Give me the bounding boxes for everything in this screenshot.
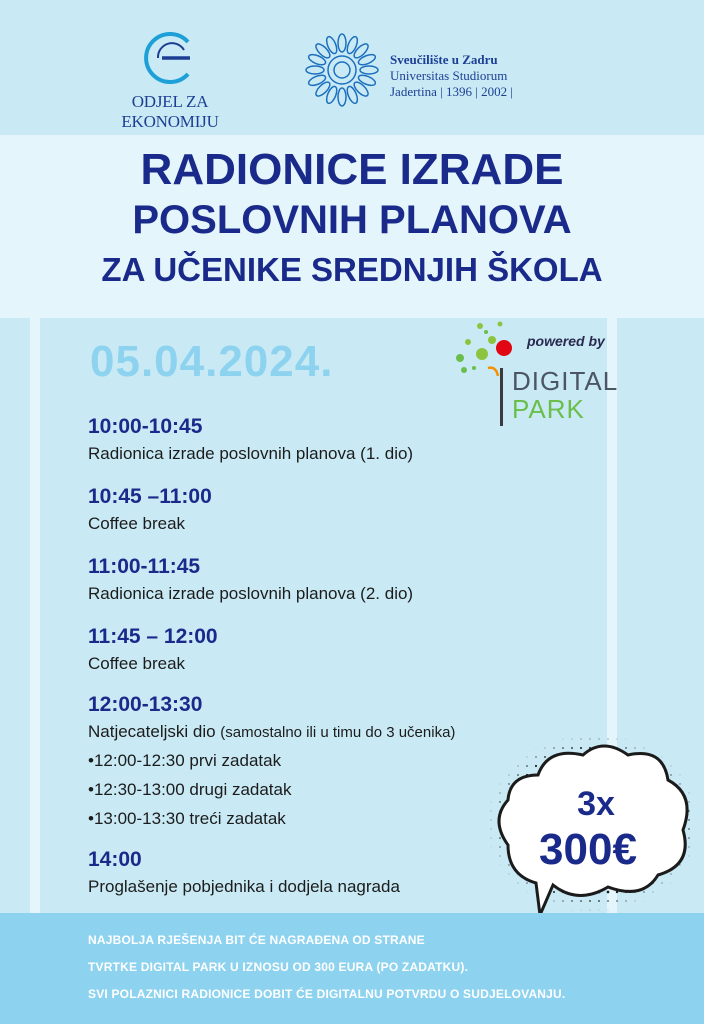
ekonomija-e-icon: [142, 28, 198, 88]
prize-amount: 300€: [539, 825, 637, 874]
subtask-item: •12:30-13:00 drugi zadatak: [88, 780, 292, 799]
digital-park-name-1: DIGITAL: [512, 366, 619, 396]
schedule-slot: [88, 415, 413, 464]
slot-desc: Coffee break: [88, 654, 186, 673]
university-name: Sveučilište u Zadru: [390, 52, 498, 67]
slot-time: 14:00: [88, 848, 142, 871]
subtask-item: •13:00-13:30 treći zadatak: [88, 809, 286, 828]
slot-desc: Radionica izrade poslovnih planova (1. dio): [88, 444, 414, 463]
footer-line-2: TVRTKE DIGITAL PARK U IZNOSU OD 300 EURA (PO ZADATKU).: [88, 960, 469, 974]
footer: [0, 913, 704, 1024]
slot-time: 10:45 –11:00: [88, 485, 212, 508]
slot-desc-main: Natjecateljski dio: [88, 722, 216, 741]
slot-time: 11:45 – 12:00: [88, 625, 218, 648]
slot-desc: Radionica izrade poslovnih planova (2. dio): [88, 584, 414, 603]
university-years: Jadertina | 1396 | 2002 |: [390, 84, 513, 99]
prize-bubble: [478, 735, 698, 920]
schedule-slot: [88, 848, 400, 897]
event-date: 05.04.2024.: [90, 337, 334, 386]
slot-time: 11:00-11:45: [88, 555, 201, 578]
university-sun-icon: [302, 30, 382, 110]
digital-park-logo: [450, 318, 640, 428]
digital-park-name-2: PARK: [512, 394, 585, 424]
ekonomija-label: ODJEL ZA EKONOMIJU: [121, 92, 219, 131]
schedule-slot: [88, 625, 218, 674]
title-line-1: RADIONICE IZRADE: [140, 145, 564, 194]
slot-desc-note: (samostalno ili u timu do 3 učenika): [220, 724, 456, 741]
footer-line-1: NAJBOLJA RJEŠENJA BIT ĆE NAGRAĐENA OD STRANE: [88, 933, 425, 947]
title-line-2: POSLOVNIH PLANOVA: [132, 198, 572, 242]
ekonomija-logo: [85, 28, 255, 131]
schedule-slot: [88, 485, 212, 534]
university-logo: [302, 30, 542, 110]
powered-by-label: powered by: [527, 333, 605, 349]
schedule-slot: [88, 693, 455, 829]
slot-time: 10:00-10:45: [88, 415, 203, 438]
schedule-slot: [88, 555, 413, 604]
university-latin: Universitas Studiorum: [390, 68, 508, 83]
header: [0, 0, 704, 135]
subtask-item: •12:00-12:30 prvi zadatak: [88, 751, 282, 770]
prize-multiplier: 3x: [577, 785, 615, 823]
slot-desc: Coffee break: [88, 514, 186, 533]
digital-park-bar: [500, 368, 503, 426]
title-line-3: ZA UČENIKE SREDNJIH ŠKOLA: [101, 251, 603, 288]
slot-desc: [88, 722, 455, 742]
title-band: [0, 135, 704, 318]
slot-time: 12:00-13:30: [88, 693, 203, 716]
slot-desc: Proglašenje pobjednika i dodjela nagrada: [88, 877, 400, 896]
footer-line-3: SVI POLAZNICI RADIONICE DOBIT ĆE DIGITALNU POTVRDU O SUDJELOVANJU.: [88, 987, 566, 1001]
digital-park-dots-icon: [450, 318, 520, 388]
